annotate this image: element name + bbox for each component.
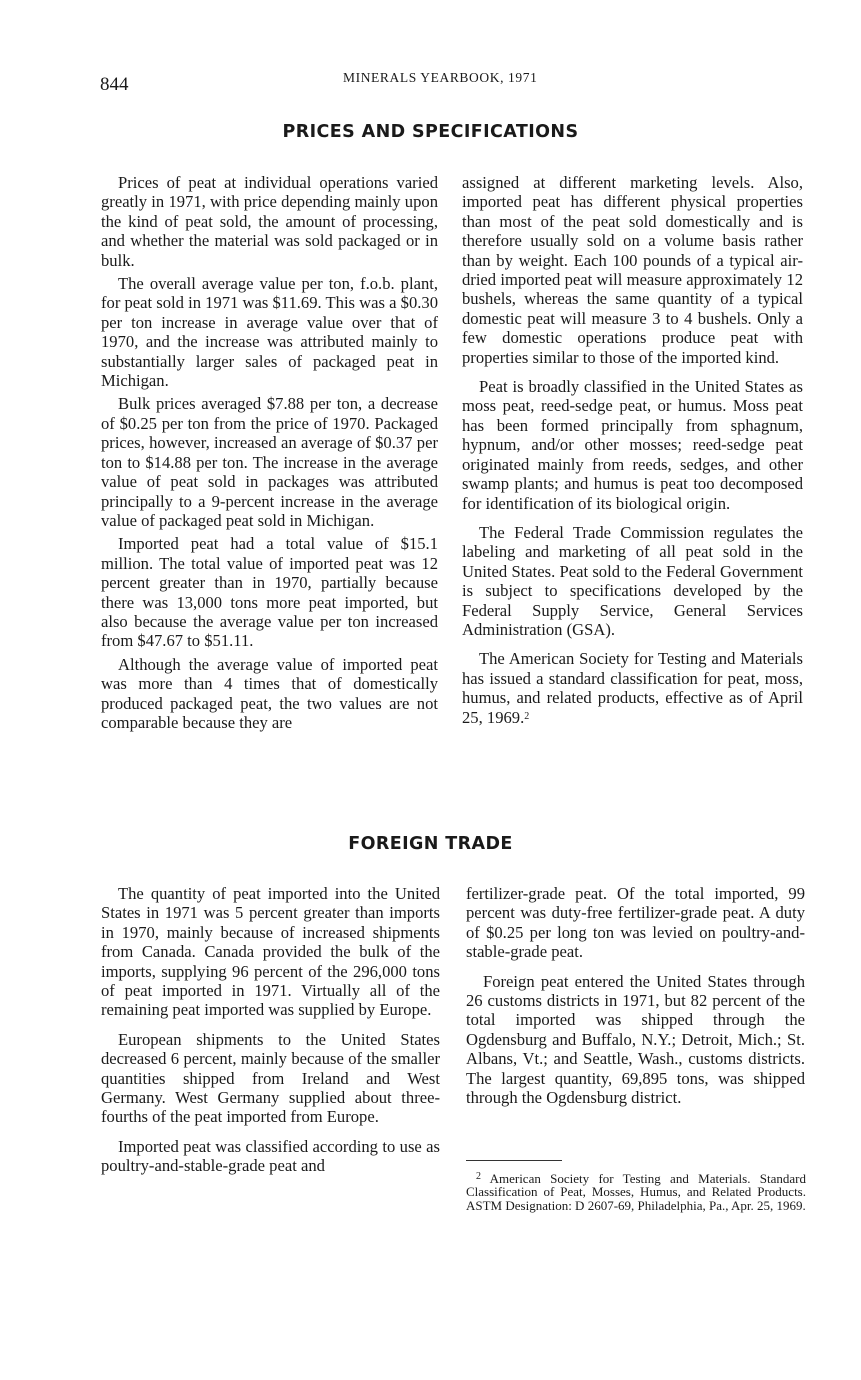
footnote-marker: 2 <box>476 1171 481 1182</box>
paragraph <box>462 649 803 727</box>
footnote-divider <box>466 1160 562 1161</box>
paragraph: Imported peat was classified according to use as poultry-and-stable-grade peat and <box>101 1136 440 1176</box>
footnote <box>466 1172 806 1212</box>
footnote-text <box>466 1172 806 1212</box>
paragraph: Foreign peat entered the United States through 26 customs districts in 1971, but 82 percent of the total imported was shipped through the Ogdensburg and Buffalo, N.Y.; Detroit, Mich.; St. Albans, Vt.; and Seattle, Wash., customs districts. The largest quantity, 69,895 tons, was shipped through the Ogdensburg district. <box>466 971 805 1108</box>
paragraph-text: The American Society for Testing and Materials has issued a standard classification for peat, moss, humus, and related products, effective as of April 25, 1969. <box>462 649 803 727</box>
paragraph: assigned at different marketing levels. Also, imported peat has different physical properties than most of the peat sold domestically and is therefore usually sold on a volume basis rather than by weight. Each 100 pounds of a typical air-dried imported peat will measure approximately 12 bushels, whereas the same quantity of a typical domestic peat will measure 3 to 4 bushels. Only a few domestic operations produce peat with properties similar to those of the imported kind. <box>462 173 803 367</box>
page-number: 844 <box>100 74 129 95</box>
section-heading-foreign-trade: FOREIGN TRADE <box>348 834 513 854</box>
paragraph: European shipments to the United States decreased 6 percent, mainly because of the smaller quantities shipped from Ireland and West Germany. West Germany supplied about three-fourths of the peat imported from Europe. <box>101 1029 440 1127</box>
running-head <box>100 70 800 100</box>
paragraph: Bulk prices averaged $7.88 per ton, a decrease of $0.25 per ton from the price of 1970. Packaged prices, however, increased an average of $0.37 per ton to $14.88 per ton. The increase in the average value of peat sold in packages was attributed principally to a 9-percent increase in the average value of packaged peat sold in Michigan. <box>101 394 438 530</box>
paragraph: Imported peat had a total value of $15.1 million. The total value of imported peat was 12 percent greater than in 1970, partially because there was 13,000 tons more peat imported, but also because the average value per ton increased from $47.67 to $51.11. <box>101 534 438 651</box>
footnote-body: American Society for Testing and Materials. Standard Classification of Peat, Mosses, Humus, and Related Products. ASTM Designation: D 2607-69, Philadelphia, Pa., Apr. 25, 1969. <box>466 1171 806 1213</box>
paragraph: Prices of peat at individual operations varied greatly in 1971, with price depending mainly upon the kind of peat sold, the amount of processing, and whether the material was sold packaged or in bulk. <box>101 173 438 270</box>
paragraph: Although the average value of imported peat was more than 4 times that of domestically produced packaged peat, the two values are not comparable because they are <box>101 654 438 732</box>
footnote-reference: 2 <box>524 710 530 722</box>
paragraph: fertilizer-grade peat. Of the total imported, 99 percent was duty-free fertilizer-grade peat. A duty of $0.25 per long ton was levied on poultry-and-stable-grade peat. <box>466 884 805 962</box>
trade-right-column <box>466 884 805 1111</box>
paragraph: Peat is broadly classified in the United States as moss peat, reed-sedge peat, or humus. Moss peat has been formed principally from sphagnum, hypnum, and/or other mosses; reed-sedge peat originated mainly from reeds, sedges, and other swamp plants; and humus is peat too decomposed for identification of its biological origin. <box>462 377 803 513</box>
paragraph: The quantity of peat imported into the United States in 1971 was 5 percent greater than imports in 1970, mainly because of increased shipments from Canada. Canada provided the bulk of the imports, supplying 96 percent of the 296,000 tons of peat imported in 1971. Virtually all of the remaining peat imported was supplied by Europe. <box>101 884 440 1020</box>
trade-left-column <box>101 884 440 1180</box>
prices-left-column <box>101 173 438 736</box>
section-heading-prices: PRICES AND SPECIFICATIONS <box>282 122 579 142</box>
running-title: MINERALS YEARBOOK, 1971 <box>343 70 538 85</box>
prices-right-column <box>462 173 803 731</box>
paragraph: The Federal Trade Commission regulates the labeling and marketing of all peat sold in the United States. Peat sold to the Federal Government is subject to specifications developed by the Federal Supply Service, General Services Administration (GSA). <box>462 522 803 639</box>
paragraph: The overall average value per ton, f.o.b. plant, for peat sold in 1971 was $11.69. This was a $0.30 per ton increase in average value over that of 1970, and the increase was attributed mainly to substantially larger sales of packaged peat in Michigan. <box>101 274 438 391</box>
